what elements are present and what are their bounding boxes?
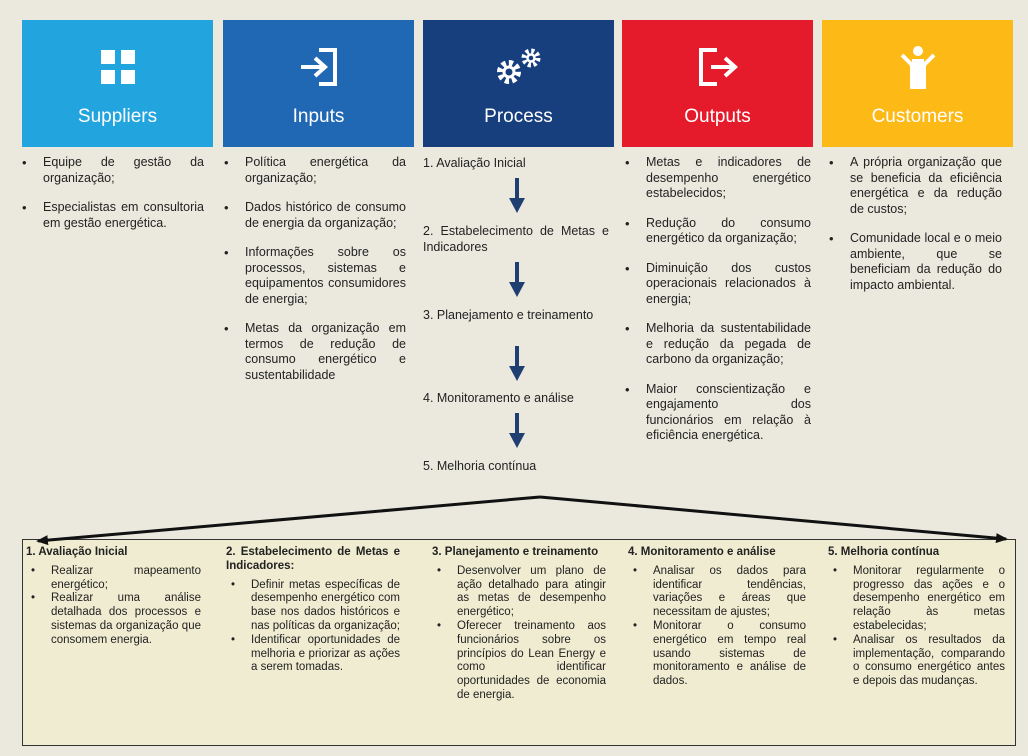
detail-column-5: [828, 546, 1005, 689]
process-step-5: 5. Melhoria contínua: [423, 459, 537, 473]
list-item: • Dados histórico de consumo de energia da organização;: [220, 200, 406, 231]
list-item: • Definir metas específicas de desempenho energético com base nos dados históricos e nas políticas da organização;: [226, 579, 400, 634]
list-item: • Equipe de gestão da organização;: [18, 155, 204, 186]
detail-title: 4. Monitoramento e análise: [628, 546, 776, 558]
process-step-1: 1. Avaliação Inicial: [423, 156, 526, 170]
list-item: • Identificar oportunidades de melhoria e priorizar as ações a serem tomadas.: [226, 634, 400, 675]
list-item: • Metas e indicadores de desempenho energético estabelecidos;: [621, 155, 811, 202]
detail-title: 3. Planejamento e treinamento: [432, 546, 599, 558]
process-step-2: 2. Estabelecimento de Metas e Indicadores: [423, 224, 609, 254]
list-item: • Especialistas em consultoria em gestão energética.: [18, 200, 204, 231]
header-label: Inputs: [292, 106, 345, 127]
list-item: • Monitorar o consumo energético em tempo real usando sistemas de monitoramento e análise de dados.: [628, 620, 806, 689]
list-item: • Analisar os resultados da implementação, comparando o consumo energético antes e depois das mudanças.: [828, 634, 1005, 689]
detail-column-1: [26, 546, 201, 648]
list-item: • Oferecer treinamento aos funcionários sobre os princípios do Lean Energy e como identificar oportunidades de economia de energia.: [432, 620, 606, 703]
process-step-4: 4. Monitoramento e análise: [423, 391, 574, 405]
detail-title: 1. Avaliação Inicial: [26, 546, 128, 558]
list-item: • Política energética da organização;: [220, 155, 406, 186]
list-item: • Redução do consumo energético da organização;: [621, 216, 811, 247]
list-item: • Maior conscientização e engajamento dos funcionários em relação à eficiência energética.: [621, 382, 811, 444]
arrow-left: [38, 497, 540, 541]
list-item: • Analisar os dados para identificar tendências, variações e áreas que necessitam de ajustes;: [628, 565, 806, 620]
list-item: • Comunidade local e o meio ambiente, que se beneficiam da redução do impacto ambiental.: [825, 231, 1002, 293]
detail-column-4: [628, 546, 806, 689]
list-item: • Diminuição dos custos operacionais relacionados à energia;: [621, 261, 811, 308]
list-item: • Melhoria da sustentabilidade e redução da pegada de carbono da organização;: [621, 321, 811, 368]
list-item: • Informações sobre os processos, sistemas e equipamentos consumidores de energia;: [220, 245, 406, 307]
detail-column-2: [226, 546, 400, 675]
arrow-right: [540, 497, 1006, 539]
list-item: • Realizar uma análise detalhada dos processos e sistemas da organização que consomem energia.: [26, 592, 201, 647]
detail-title: 5. Melhoria contínua: [828, 546, 940, 558]
header-label: Suppliers: [77, 106, 158, 127]
list-item: • Realizar mapeamento energético;: [26, 565, 201, 593]
list-item: • Metas da organização em termos de redução de consumo energético e sustentabilidade: [220, 321, 406, 383]
list-item: • A própria organização que se beneficia da eficiência energética e da redução de custos;: [825, 155, 1002, 217]
list-item: • Desenvolver um plano de ação detalhado para atingir as metas de desempenho energético;: [432, 565, 606, 620]
header-label: Customers: [871, 106, 964, 127]
header-label: Process: [484, 106, 553, 127]
detail-title: 2. Estabelecimento de Metas e Indicadores:: [226, 546, 400, 572]
detail-column-3: [432, 546, 606, 703]
process-step-3: 3. Planejamento e treinamento: [423, 308, 594, 322]
list-item: • Monitorar regularmente o progresso das ações e o desempenho energético em relação às metas estabelecidas;: [828, 565, 1005, 634]
header-label: Outputs: [684, 106, 751, 127]
